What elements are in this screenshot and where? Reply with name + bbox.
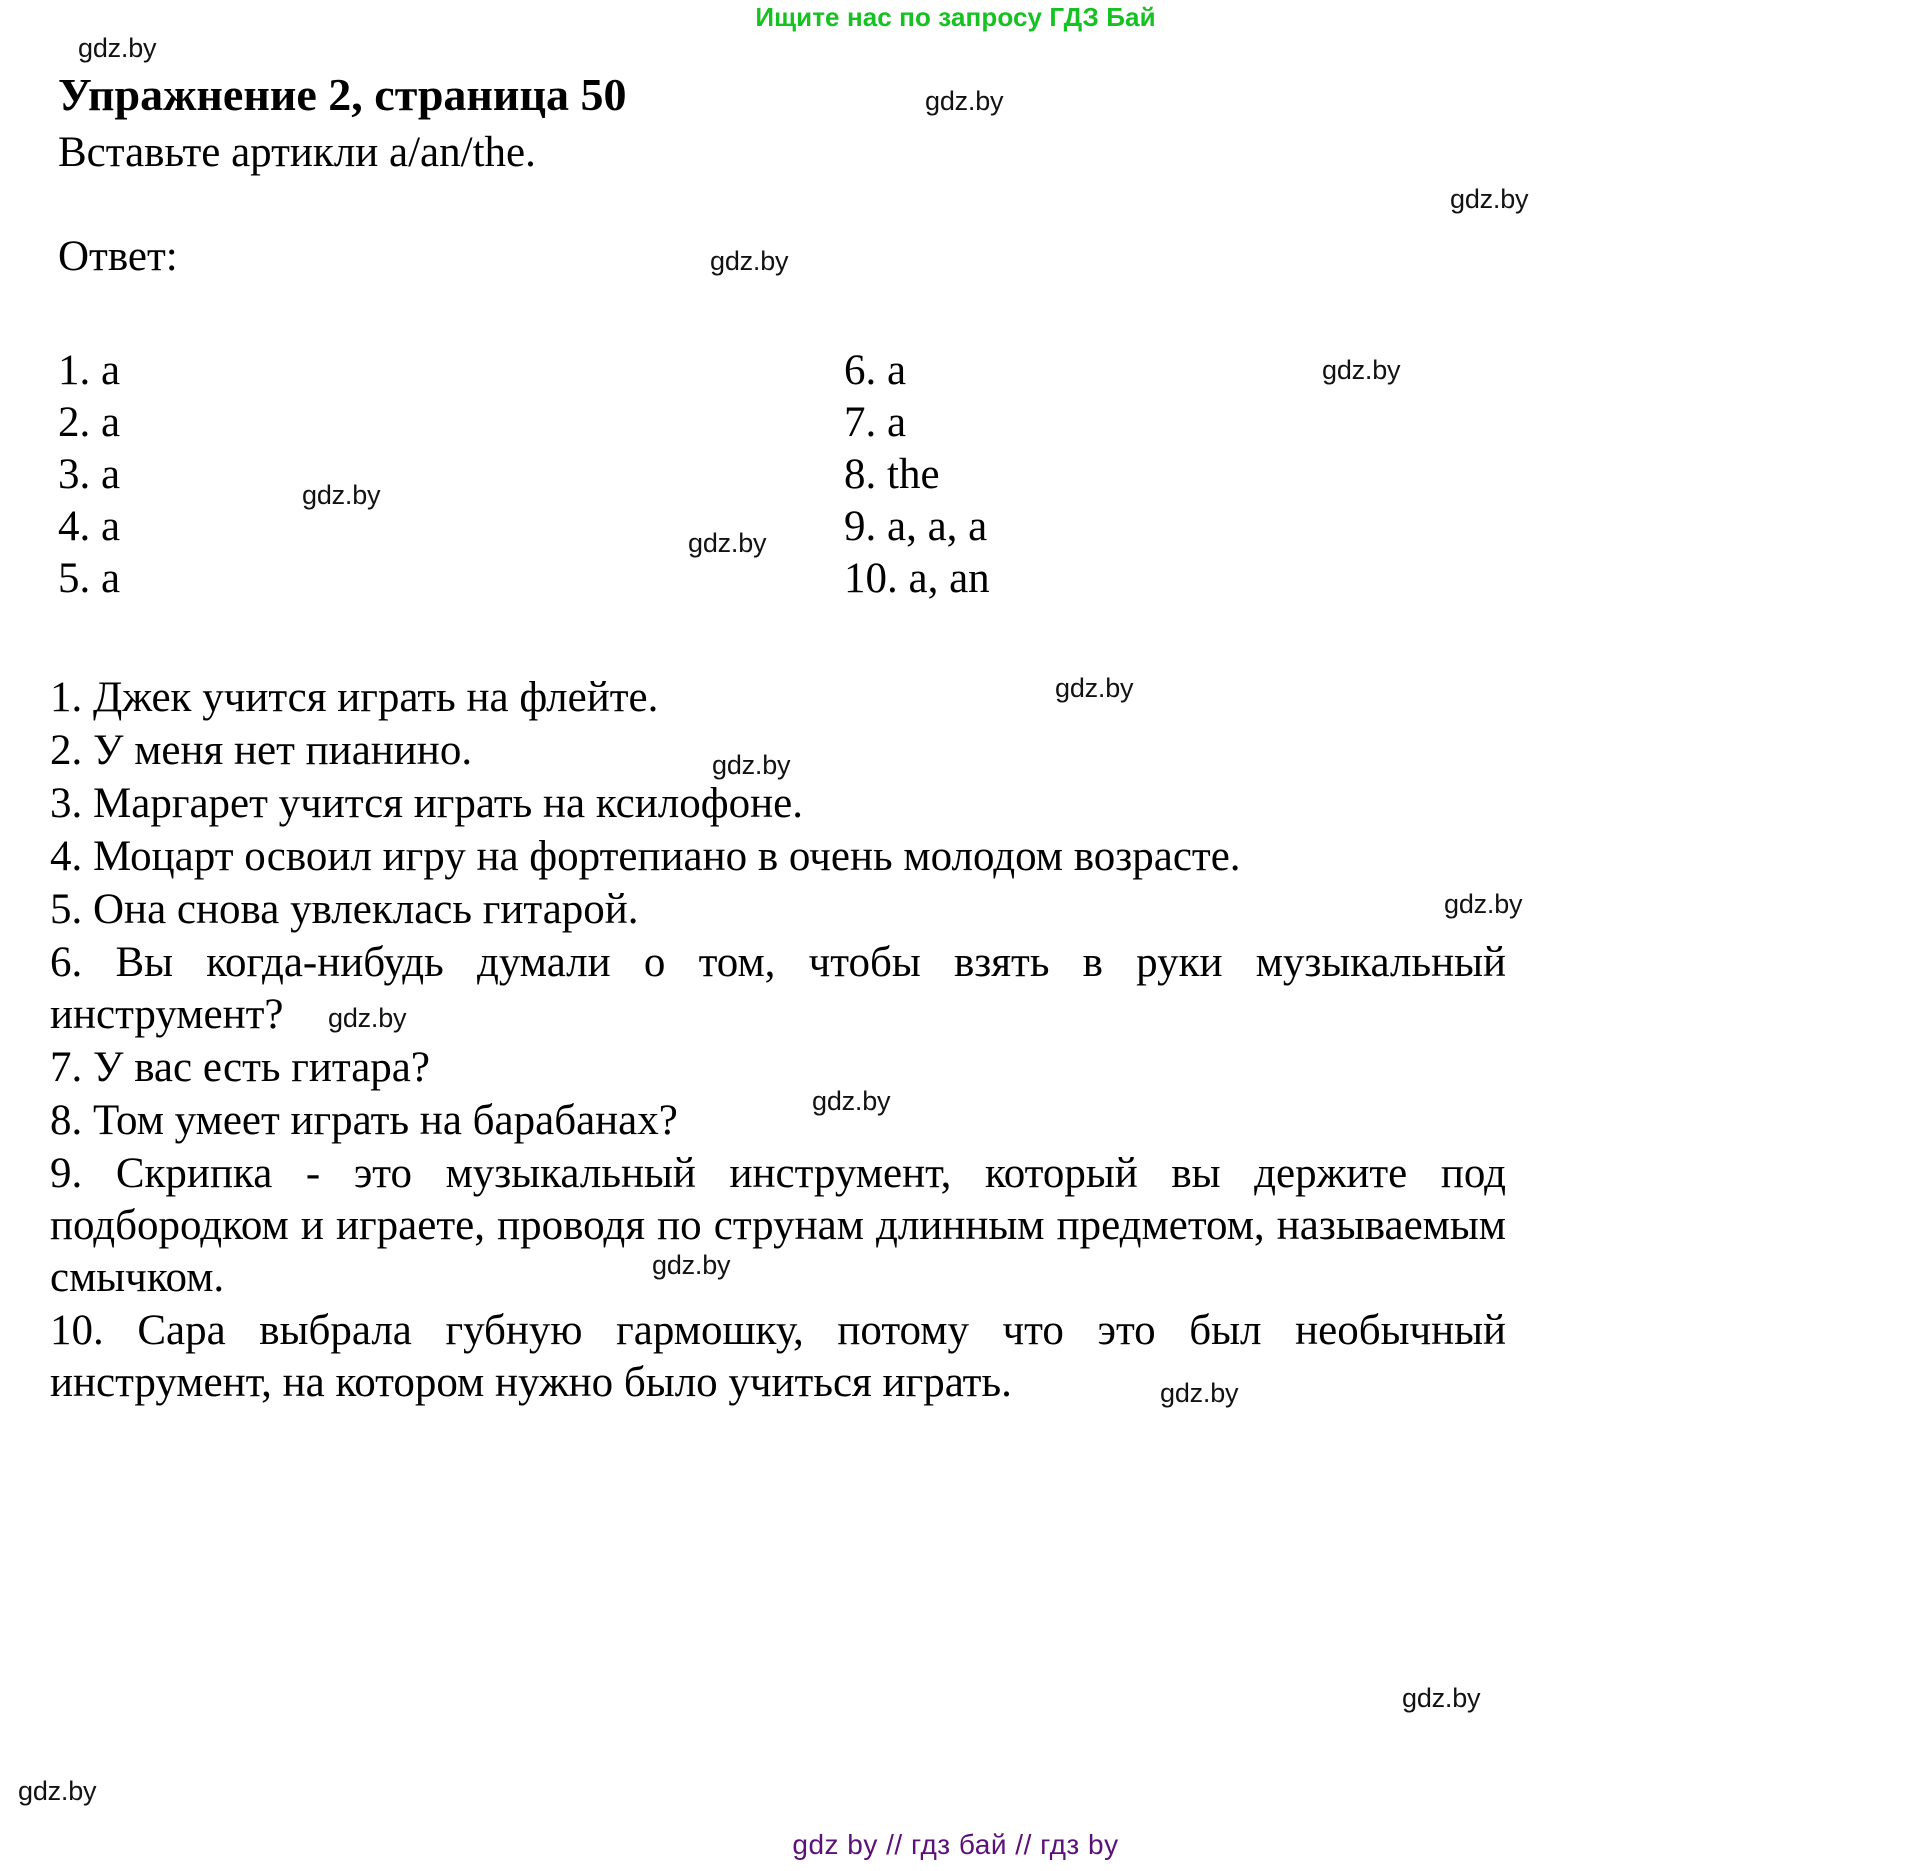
translation-item: 6. Вы когда-нибудь думали о том, чтобы взять в руки музыкальный инструмент? bbox=[50, 939, 1506, 1038]
answer-item: 6. a bbox=[844, 347, 907, 394]
translation-item: 3. Маргарет учится играть на ксилофоне. bbox=[50, 780, 803, 827]
answer-item: 10. a, an bbox=[844, 555, 990, 602]
answer-item: 9. a, a, a bbox=[844, 503, 988, 550]
answer-item: 3. a bbox=[58, 451, 121, 498]
translation-item: 1. Джек учится играть на флейте. bbox=[50, 674, 659, 721]
watermark: gdz.by bbox=[688, 528, 767, 558]
watermark: gdz.by bbox=[925, 86, 1004, 116]
answer-item: 7. a bbox=[844, 399, 907, 446]
translation-item: 9. Скрипка - это музыкальный инструмент, который вы держите под подбородком и играете, проводя по струнам длинным предметом, называемым смычком. bbox=[50, 1150, 1506, 1301]
answer-key-left-column bbox=[58, 345, 120, 605]
exercise-instruction: Вставьте артикли a/an/the. bbox=[58, 129, 536, 176]
watermark: gdz.by bbox=[1444, 889, 1523, 919]
answer-item: 1. a bbox=[58, 347, 121, 394]
watermark: gdz.by bbox=[1322, 355, 1401, 385]
watermark: gdz.by bbox=[812, 1086, 891, 1116]
watermark: gdz.by bbox=[710, 246, 789, 276]
footer-branding: gdz by // гдз бай // гдз by bbox=[792, 1829, 1119, 1860]
answer-item: 4. a bbox=[58, 503, 121, 550]
watermark: gdz.by bbox=[712, 750, 791, 780]
watermark: gdz.by bbox=[18, 1776, 97, 1806]
translation-list bbox=[50, 672, 1506, 1410]
answer-key-right-column bbox=[844, 345, 990, 605]
watermark: gdz.by bbox=[302, 480, 381, 510]
translation-item: 10. Сара выбрала губную гармошку, потому что это был необычный инструмент, на котором нужно было учиться играть. bbox=[50, 1307, 1506, 1406]
watermark: gdz.by bbox=[1402, 1683, 1481, 1713]
translation-item: 8. Том умеет играть на барабанах? bbox=[50, 1097, 678, 1144]
watermark: gdz.by bbox=[328, 1003, 407, 1033]
translation-item: 4. Моцарт освоил игру на фортепиано в очень молодом возрасте. bbox=[50, 833, 1241, 880]
translation-item: 2. У меня нет пианино. bbox=[50, 727, 473, 774]
page-title: Упражнение 2, страница 50 bbox=[58, 69, 627, 120]
translation-item: 5. Она снова увлеклась гитарой. bbox=[50, 886, 639, 933]
answer-item: 8. the bbox=[844, 451, 940, 498]
watermark: gdz.by bbox=[1450, 184, 1529, 214]
watermark: gdz.by bbox=[652, 1250, 731, 1280]
promo-banner: Ищите нас по запросу ГДЗ Бай bbox=[755, 2, 1156, 32]
answer-item: 2. a bbox=[58, 399, 121, 446]
watermark: gdz.by bbox=[1160, 1378, 1239, 1408]
translation-item: 7. У вас есть гитара? bbox=[50, 1044, 430, 1091]
watermark: gdz.by bbox=[78, 33, 157, 63]
answer-item: 5. a bbox=[58, 555, 121, 602]
watermark: gdz.by bbox=[1055, 673, 1134, 703]
answer-label: Ответ: bbox=[58, 233, 178, 280]
